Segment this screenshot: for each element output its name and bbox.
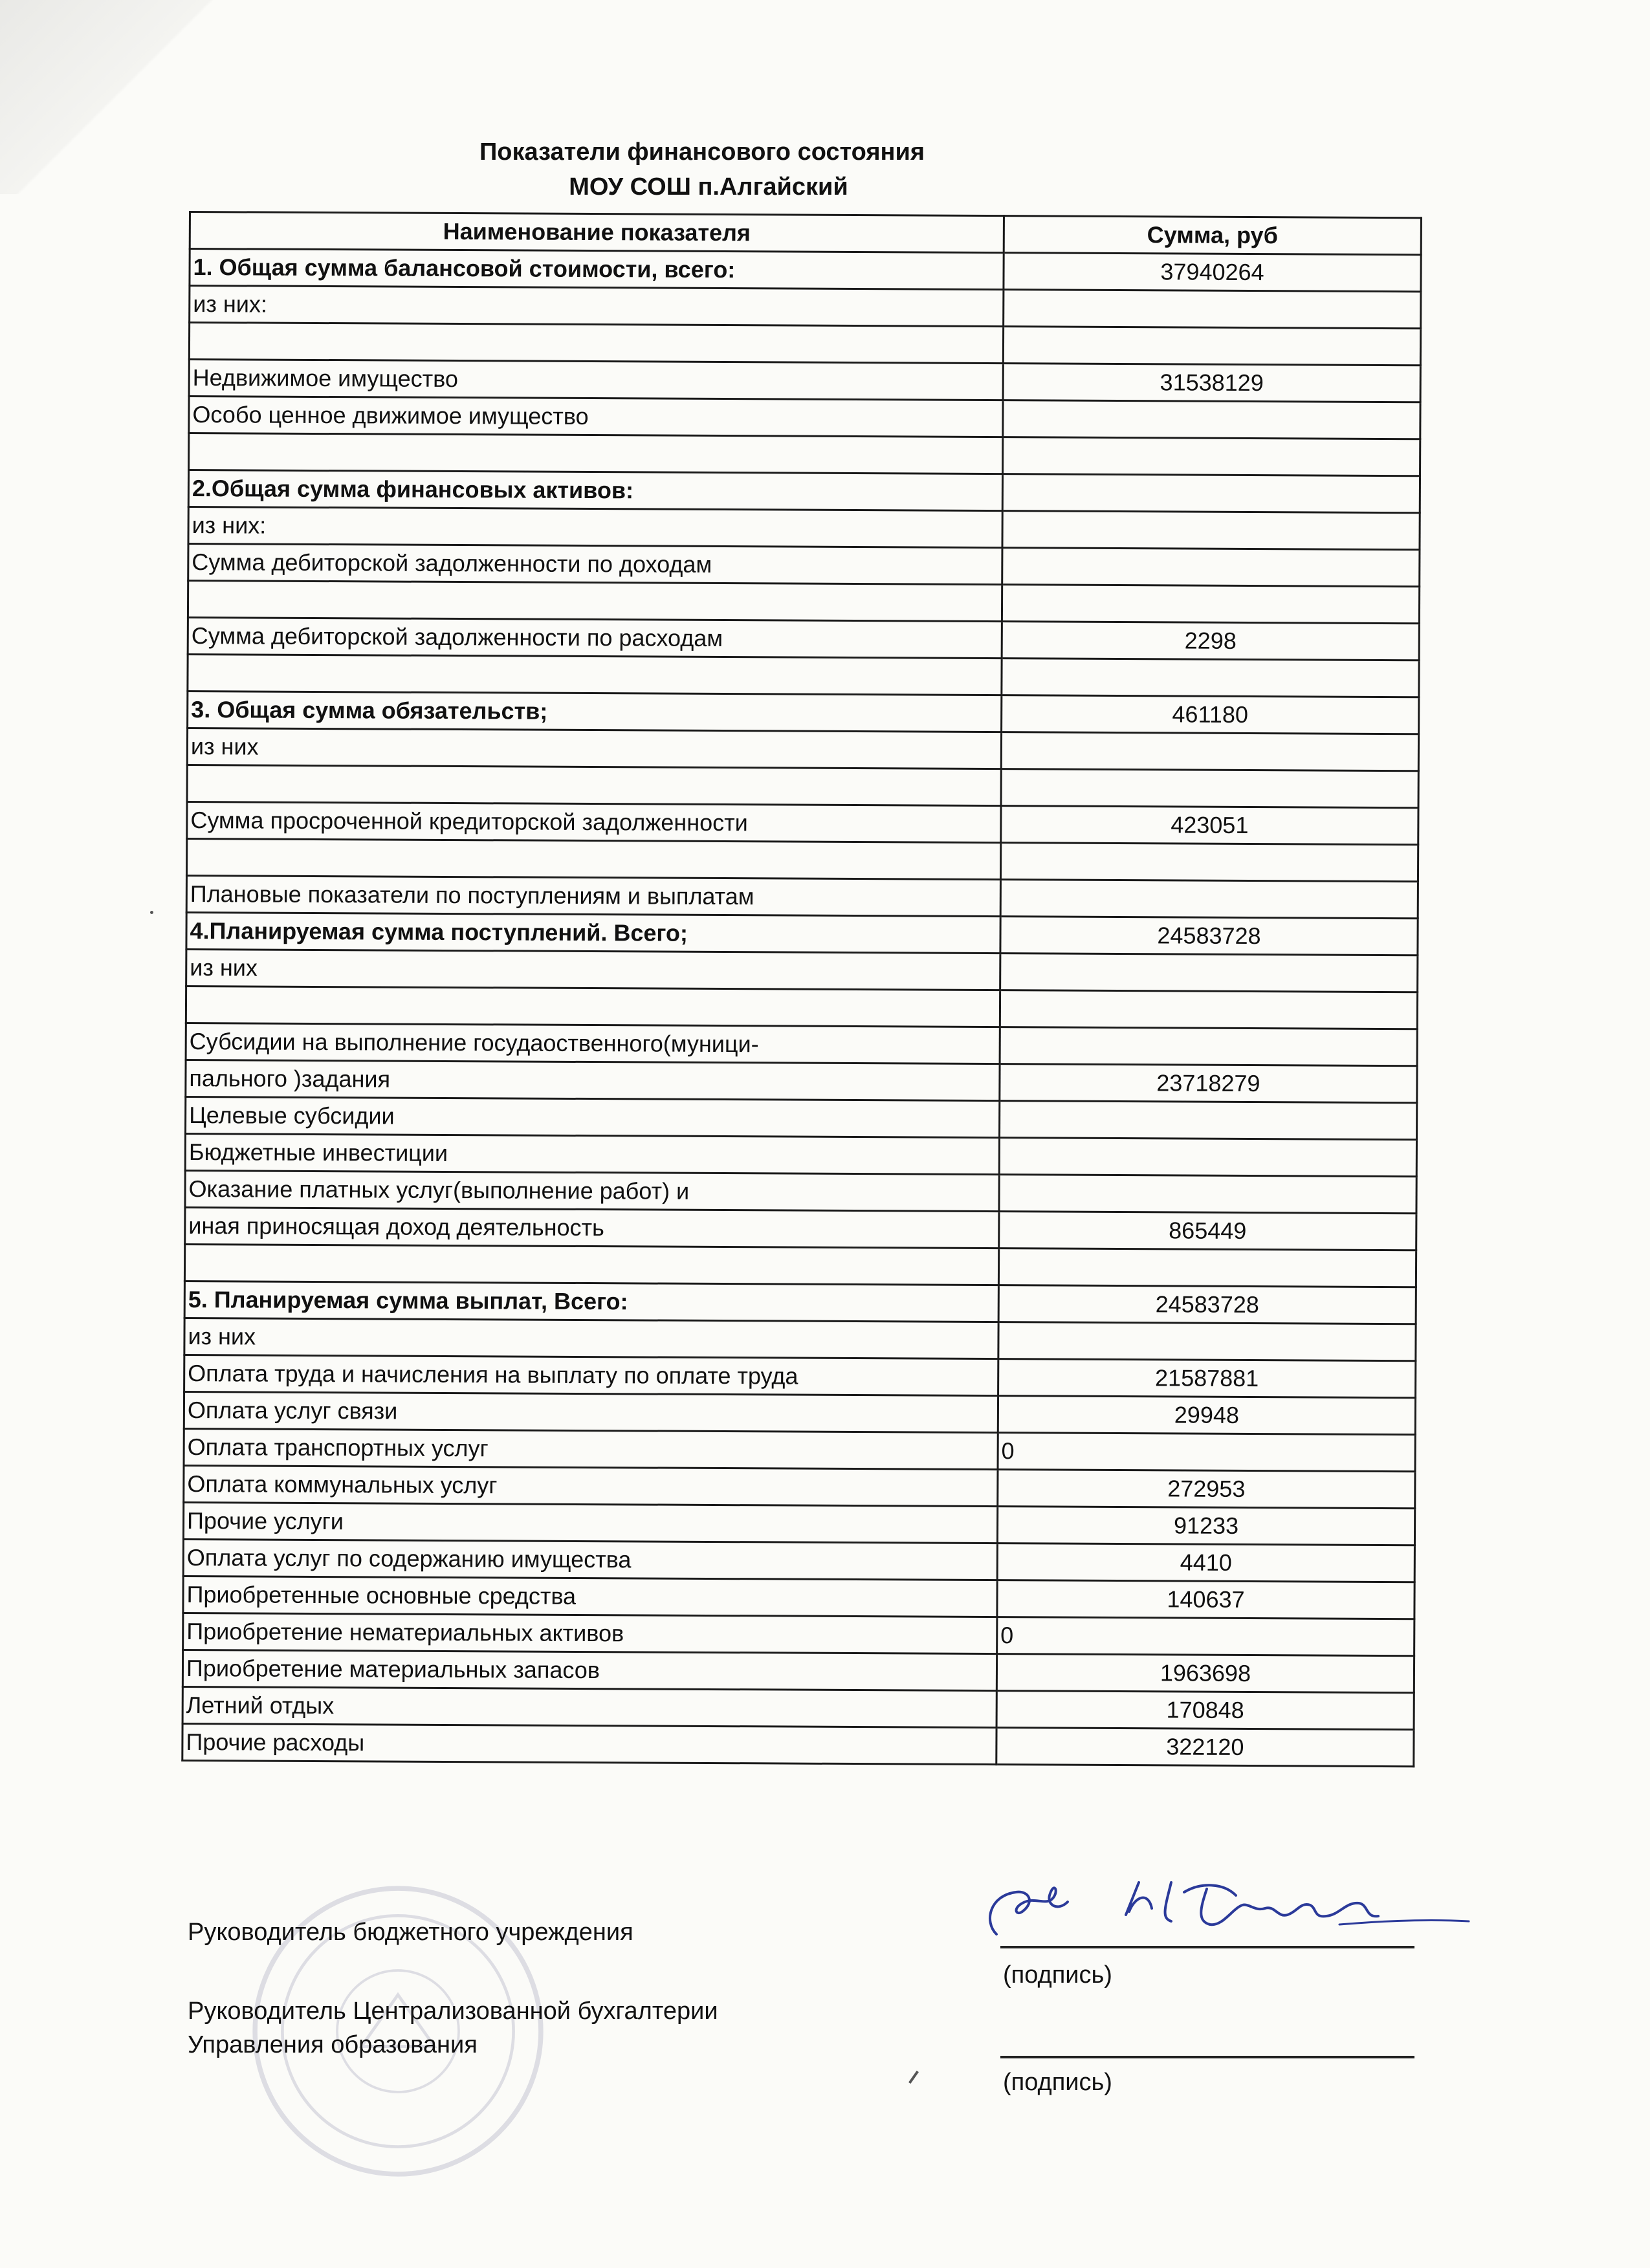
table-header-row <box>190 212 1421 255</box>
table-row <box>184 1355 1416 1397</box>
row-sum <box>1004 290 1421 329</box>
row-sum: 91233 <box>997 1507 1414 1545</box>
row-sum <box>1002 659 1419 697</box>
row-sum <box>998 1322 1416 1361</box>
table-row <box>188 581 1419 624</box>
signature-caption-1: (подпись) <box>1003 1961 1112 1989</box>
table-row <box>189 397 1420 439</box>
row-sum <box>1002 548 1420 587</box>
row-name: Приобретенные основные средства <box>183 1576 997 1617</box>
row-sum: 322120 <box>996 1728 1414 1767</box>
row-name <box>187 765 1001 805</box>
row-name: Сумма дебиторской задолженности по расходам <box>188 617 1002 658</box>
financial-indicators-table <box>181 211 1422 1767</box>
table-row <box>189 433 1420 476</box>
row-name: Приобретение материальных запасов <box>182 1650 996 1690</box>
row-name <box>189 323 1003 364</box>
row-sum: 1963698 <box>996 1654 1414 1693</box>
row-name <box>189 433 1003 474</box>
table-row <box>182 1686 1414 1729</box>
row-name: Оплата коммунальных услуг <box>184 1465 998 1506</box>
table-row <box>190 249 1421 292</box>
row-name: Оказание платных услуг(выполнение работ) и <box>185 1170 999 1211</box>
row-sum: 461180 <box>1002 695 1419 734</box>
row-name: 5. Планируемая сумма выплат, Всего: <box>184 1281 998 1322</box>
document-subtitle-school: МОУ СОШ п.Алгайский <box>569 173 848 201</box>
row-name: Прочие расходы <box>182 1723 996 1764</box>
table-row <box>188 544 1420 587</box>
row-name <box>184 1244 998 1285</box>
row-sum <box>1000 843 1418 882</box>
row-sum: 865449 <box>999 1212 1416 1250</box>
handwritten-signature-icon <box>977 1857 1482 1960</box>
table-row <box>187 801 1418 844</box>
row-sum <box>1000 880 1418 919</box>
table-row <box>184 1391 1415 1434</box>
row-sum: 272953 <box>998 1470 1415 1509</box>
row-name: 2.Общая сумма финансовых активов: <box>188 470 1002 511</box>
row-name: Плановые показатели по поступлениям и выплатам <box>186 875 1000 916</box>
row-sum: 2298 <box>1002 622 1419 660</box>
table-row <box>186 949 1418 992</box>
row-name: пального )задания <box>186 1060 1000 1100</box>
row-sum: 0 <box>997 1617 1414 1656</box>
row-sum <box>1003 400 1420 439</box>
row-sum <box>1001 732 1418 771</box>
row-name: Недвижимое имущество <box>189 360 1003 400</box>
row-sum: 24583728 <box>998 1285 1416 1324</box>
row-name: Оплата транспортных услуг <box>184 1428 998 1469</box>
table-row <box>186 838 1418 881</box>
table-row <box>186 986 1417 1029</box>
row-sum: 24583728 <box>1000 917 1418 955</box>
table-row <box>182 1723 1414 1766</box>
document-title: Показатели финансового состояния <box>479 138 925 166</box>
row-name: из них <box>186 949 1000 990</box>
table-row <box>188 470 1420 513</box>
head-of-institution-label: Руководитель бюджетного учреждения <box>188 1919 633 1946</box>
row-sum <box>1000 990 1417 1029</box>
row-sum: 21587881 <box>998 1359 1416 1398</box>
header-indicator-name: Наименование показателя <box>190 212 1004 253</box>
row-name: Оплата услуг по содержанию имущества <box>183 1539 997 1580</box>
table-row <box>186 1060 1417 1102</box>
row-sum <box>1002 474 1420 513</box>
row-sum <box>1002 511 1420 550</box>
row-name: Оплата труда и начисления на выплату по оплате труда <box>184 1355 998 1395</box>
row-sum <box>1000 954 1418 992</box>
row-name: из них <box>184 1318 998 1358</box>
table-row <box>182 1650 1414 1692</box>
row-sum: 140637 <box>997 1580 1414 1619</box>
row-name: Целевые субсидии <box>186 1096 1000 1137</box>
signature-caption-2: (подпись) <box>1003 2069 1112 2096</box>
row-sum <box>1000 1027 1417 1066</box>
row-name <box>188 654 1002 695</box>
table-row <box>189 323 1420 365</box>
row-sum <box>1003 327 1420 365</box>
signature-line-1 <box>1000 1946 1414 1948</box>
table-row <box>190 286 1421 329</box>
row-sum <box>999 1101 1416 1140</box>
row-sum <box>999 1138 1416 1177</box>
table-row <box>185 1207 1416 1250</box>
row-name: из них: <box>188 507 1002 548</box>
scan-speck <box>150 911 153 914</box>
table-row <box>185 1170 1416 1213</box>
row-name: Сумма просроченной кредиторской задолженности <box>187 801 1001 842</box>
table-row <box>188 691 1419 734</box>
table-row <box>183 1613 1414 1655</box>
row-sum: 29948 <box>998 1396 1415 1435</box>
table-row <box>184 1318 1416 1360</box>
row-sum <box>1001 769 1418 808</box>
row-name: 1. Общая сумма балансовой стоимости, всего: <box>190 249 1004 290</box>
row-name: 3. Общая сумма обязательств; <box>188 691 1002 732</box>
table-row <box>184 1428 1415 1471</box>
row-name: Субсидии на выполнение госудаоственного(муници- <box>186 1023 1000 1063</box>
table-row <box>183 1576 1414 1619</box>
table-row <box>186 1023 1417 1065</box>
row-name: Оплата услуг связи <box>184 1391 998 1432</box>
table-row <box>188 507 1420 550</box>
row-sum: 23718279 <box>1000 1064 1417 1103</box>
table-row <box>184 1244 1416 1287</box>
table-row <box>183 1502 1414 1545</box>
row-sum: 0 <box>998 1433 1415 1472</box>
scan-speck <box>908 2071 919 2084</box>
row-sum <box>1002 437 1420 476</box>
table-row <box>186 1096 1417 1139</box>
row-sum: 4410 <box>997 1543 1414 1582</box>
row-name: Прочие услуги <box>183 1502 997 1543</box>
table-row <box>187 765 1418 807</box>
accounting-head-label: Руководитель Централизованной бухгалтерии <box>188 1998 718 2025</box>
row-name: Приобретение нематериальных активов <box>183 1613 997 1653</box>
table-row <box>188 654 1419 697</box>
row-sum: 170848 <box>996 1691 1414 1730</box>
row-name <box>188 581 1002 622</box>
table-row <box>185 1133 1416 1176</box>
row-sum: 423051 <box>1001 806 1418 845</box>
row-sum <box>1002 585 1419 624</box>
row-sum <box>998 1248 1416 1287</box>
row-name: 4.Планируемая сумма поступлений. Всего; <box>186 912 1000 953</box>
row-sum: 31538129 <box>1003 364 1420 402</box>
row-name: Особо ценное движимое имущество <box>189 397 1003 437</box>
row-name: Летний отдых <box>182 1686 996 1727</box>
education-department-label: Управления образования <box>188 2031 478 2058</box>
table-row <box>184 1465 1415 1508</box>
row-name: Бюджетные инвестиции <box>185 1133 999 1174</box>
table-row <box>186 875 1418 918</box>
row-sum: 37940264 <box>1004 253 1421 292</box>
row-name <box>186 986 1000 1027</box>
row-name: из них: <box>190 286 1004 327</box>
row-sum <box>999 1175 1416 1214</box>
table-row <box>186 912 1418 955</box>
signature-line-2 <box>1000 2056 1414 2058</box>
table-row <box>184 1281 1416 1324</box>
row-name: Сумма дебиторской задолженности по доходам <box>188 544 1002 585</box>
row-name: иная приносящая доход деятельность <box>185 1207 999 1248</box>
table-row <box>183 1539 1414 1582</box>
row-name <box>186 838 1000 879</box>
table-row <box>189 360 1420 402</box>
header-sum-rub: Сумма, руб <box>1004 216 1421 255</box>
table-row <box>188 617 1419 660</box>
row-name: из них <box>187 728 1001 769</box>
table-row <box>187 728 1418 770</box>
